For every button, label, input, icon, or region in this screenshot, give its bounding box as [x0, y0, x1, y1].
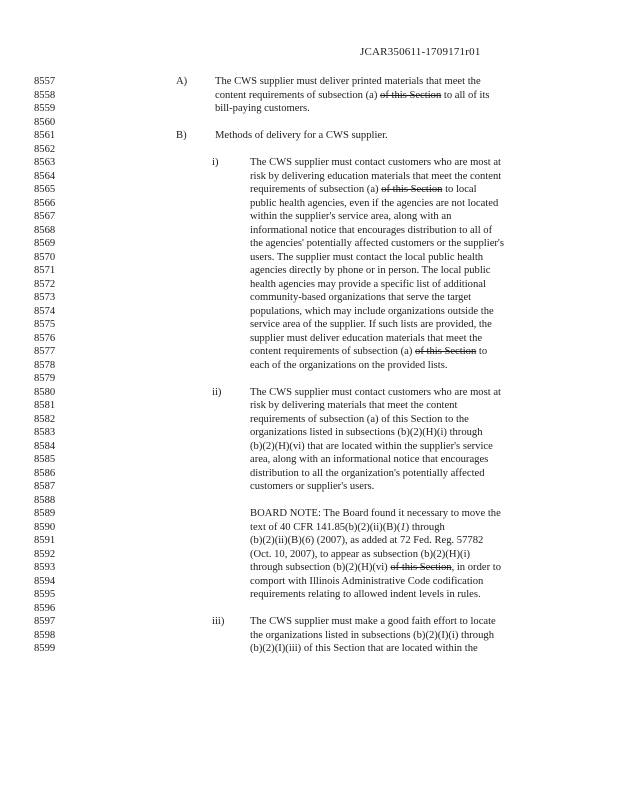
- line-number: 8584: [34, 440, 56, 452]
- line-number: 8599: [34, 643, 56, 654]
- line-number: 8562: [34, 143, 56, 155]
- line-number: 8583: [34, 427, 56, 438]
- document-line: [0, 561, 618, 575]
- text-segment: within the supplier's service area, along with an: [250, 211, 452, 222]
- item-label: ii): [212, 386, 222, 398]
- line-text: [250, 345, 487, 359]
- document-line: [0, 278, 618, 292]
- document-header-id: JCAR350611-1709171r01: [360, 46, 481, 58]
- line-text: [250, 305, 494, 319]
- document-line: [0, 575, 618, 589]
- document-line: [0, 345, 618, 359]
- text-segment: informational notice that encourages distribution to all of: [250, 224, 493, 236]
- document-line: [0, 467, 618, 481]
- line-text: [250, 386, 501, 400]
- document-line: [0, 170, 618, 184]
- text-segment: content requirements of subsection (a): [215, 89, 381, 101]
- line-text: [250, 291, 471, 305]
- text-segment: ) (2007), as added at 72 Fed. Reg. 57782: [310, 535, 484, 546]
- document-line: [0, 615, 618, 629]
- document-line: [0, 116, 618, 130]
- line-number: 8581: [34, 400, 56, 411]
- text-segment: service area of the supplier. If such lists are provided, the: [250, 319, 492, 330]
- text-segment: requirements of subsection (a) of this Section to the: [250, 413, 469, 425]
- line-text: [250, 615, 496, 629]
- document-line: [0, 197, 618, 211]
- line-text: [215, 129, 388, 143]
- line-text: [250, 426, 483, 440]
- line-number: 8576: [34, 332, 56, 344]
- text-segment: Methods of delivery for a CWS supplier.: [215, 130, 388, 141]
- document-line: [0, 318, 618, 332]
- text-segment: agencies directly by phone or in person. The local public: [250, 265, 491, 276]
- line-text: [250, 359, 448, 373]
- line-text: [250, 521, 445, 535]
- document-line: [0, 183, 618, 197]
- text-segment: distribution to all the organization's potentially affected: [250, 467, 485, 479]
- document-line: [0, 237, 618, 251]
- document-line: [0, 399, 618, 413]
- line-text: [250, 413, 469, 427]
- struck-text: of this Section: [380, 89, 442, 101]
- line-text: [215, 102, 310, 116]
- line-number: 8586: [34, 467, 56, 479]
- line-number: 8563: [34, 157, 56, 168]
- line-number: 8579: [34, 373, 56, 384]
- document-line: [0, 588, 618, 602]
- document-line: [0, 129, 618, 143]
- text-segment: the organizations listed in subsections (b)(2)(I)(i) through: [250, 629, 494, 641]
- text-segment: requirements of subsection (a): [250, 184, 382, 195]
- line-text: [250, 467, 485, 481]
- document-line: [0, 224, 618, 238]
- text-segment: BOARD NOTE: The Board found it necessary to move the: [250, 508, 501, 519]
- line-number: 8577: [34, 346, 56, 357]
- text-segment: area, along with an informational notice that encourages: [250, 454, 489, 465]
- document-line: [0, 143, 618, 157]
- line-text: [250, 251, 483, 265]
- text-segment: organizations listed in subsections (b)(2)(H)(i) through: [250, 427, 483, 438]
- line-number: 8565: [34, 184, 56, 195]
- document-line: [0, 210, 618, 224]
- text-segment: , in order to: [451, 562, 501, 573]
- text-segment: (b)(2)(H)(vi) that are located within the supplier's service: [250, 440, 493, 452]
- document-line: [0, 359, 618, 373]
- text-segment: each of the organizations on the provided lists.: [250, 359, 448, 371]
- text-segment: risk by delivering education materials that meet the content: [250, 170, 502, 182]
- document-line: [0, 629, 618, 643]
- line-number: 8568: [34, 224, 56, 236]
- item-label: A): [176, 76, 188, 87]
- line-number: 8593: [34, 562, 56, 573]
- line-number: 8574: [34, 305, 56, 317]
- line-number: 8578: [34, 359, 56, 371]
- line-number: 8559: [34, 103, 56, 114]
- document-line: [0, 534, 618, 548]
- line-number: 8558: [34, 89, 56, 101]
- line-text: [250, 332, 482, 346]
- line-number: 8598: [34, 629, 56, 641]
- text-segment: 1: [400, 521, 406, 533]
- document-line: [0, 102, 618, 116]
- document-line: [0, 507, 618, 521]
- line-number: 8588: [34, 494, 56, 506]
- line-text: [250, 561, 501, 575]
- text-segment: to all of its: [441, 89, 490, 101]
- line-number: 8566: [34, 197, 56, 209]
- line-text: [250, 642, 478, 656]
- document-line: [0, 453, 618, 467]
- line-number: 8589: [34, 508, 56, 519]
- line-number: 8597: [34, 616, 56, 627]
- text-segment: users. The supplier must contact the local public health: [250, 251, 484, 263]
- item-label: B): [176, 130, 187, 141]
- document-body: [0, 75, 618, 656]
- text-segment: bill-paying customers.: [215, 103, 310, 114]
- document-line: [0, 426, 618, 440]
- line-text: [250, 534, 483, 548]
- line-number: 8592: [34, 548, 56, 560]
- line-number: 8567: [34, 211, 56, 222]
- line-text: [215, 75, 481, 89]
- text-segment: (Oct. 10, 2007), to appear as subsection (b)(2)(H)(i): [250, 548, 471, 560]
- line-text: [250, 629, 494, 643]
- document-line: [0, 480, 618, 494]
- item-label: i): [212, 157, 219, 168]
- line-text: [250, 170, 501, 184]
- text-segment: (b)(2)(I)(iii) of this Section that are located within the: [250, 643, 478, 654]
- struck-text: of this Section: [381, 184, 443, 195]
- text-segment: the agencies' potentially affected customers or the supplier's: [250, 238, 504, 249]
- line-number: 8590: [34, 521, 56, 533]
- struck-text: of this Section: [390, 562, 452, 573]
- line-number: 8570: [34, 251, 56, 263]
- line-text: [250, 588, 481, 602]
- document-line: [0, 75, 618, 89]
- document-line: [0, 548, 618, 562]
- text-segment: The CWS supplier must deliver printed materials that meet the: [215, 76, 481, 87]
- text-segment: text of 40 CFR 141.85(b)(2)(ii)(B)(: [250, 521, 401, 533]
- text-segment: health agencies may provide a specific list of additional: [250, 278, 486, 290]
- line-number: 8564: [34, 170, 56, 182]
- text-segment: supplier must deliver education materials that meet the: [250, 332, 483, 344]
- document-line: [0, 372, 618, 386]
- text-segment: The CWS supplier must make a good faith effort to locate: [250, 616, 496, 627]
- document-line: [0, 305, 618, 319]
- line-text: [250, 197, 498, 211]
- text-segment: public health agencies, even if the agencies are not located: [250, 197, 499, 209]
- line-number: 8582: [34, 413, 56, 425]
- document-line: [0, 332, 618, 346]
- line-number: 8571: [34, 265, 56, 276]
- line-number: 8594: [34, 575, 56, 587]
- line-text: [250, 183, 477, 197]
- text-segment: community-based organizations that serve the target: [250, 292, 472, 303]
- item-label: iii): [212, 616, 225, 627]
- text-segment: populations, which may include organizations outside the: [250, 305, 494, 317]
- text-segment: (b)(2)(ii)(B)(: [250, 535, 306, 546]
- text-segment: 6: [305, 535, 311, 546]
- line-text: [250, 440, 493, 454]
- line-text: [250, 224, 492, 238]
- line-text: [250, 156, 501, 170]
- document-line: [0, 264, 618, 278]
- line-number: 8573: [34, 292, 56, 303]
- text-segment: to: [476, 346, 488, 357]
- line-number: 8560: [34, 116, 56, 128]
- document-line: [0, 440, 618, 454]
- text-segment: customers or supplier's users.: [250, 481, 375, 492]
- document-line: [0, 89, 618, 103]
- line-text: [250, 278, 486, 292]
- document-line: [0, 642, 618, 656]
- line-number: 8575: [34, 319, 56, 330]
- text-segment: comport with Illinois Administrative Code codification: [250, 575, 484, 587]
- line-text: [250, 264, 490, 278]
- line-number: 8595: [34, 589, 56, 600]
- document-line: [0, 386, 618, 400]
- line-text: [250, 507, 501, 521]
- line-number: 8572: [34, 278, 56, 290]
- line-text: [250, 548, 470, 562]
- text-segment: to local: [442, 184, 477, 195]
- line-text: [250, 480, 374, 494]
- text-segment: risk by delivering materials that meet the content: [250, 400, 458, 411]
- document-line: [0, 602, 618, 616]
- document-line: [0, 156, 618, 170]
- document-line: [0, 291, 618, 305]
- line-number: 8596: [34, 602, 56, 614]
- document-line: [0, 251, 618, 265]
- text-segment: content requirements of subsection (a): [250, 346, 416, 357]
- line-text: [250, 453, 488, 467]
- document-line: [0, 494, 618, 508]
- line-number: 8580: [34, 386, 56, 398]
- line-number: 8587: [34, 481, 56, 492]
- text-segment: The CWS supplier must contact customers who are most at: [250, 386, 501, 398]
- text-segment: ) through: [405, 521, 445, 533]
- line-number: 8591: [34, 535, 56, 546]
- document-line: [0, 521, 618, 535]
- line-text: [250, 575, 483, 589]
- line-text: [250, 399, 457, 413]
- line-number: 8569: [34, 238, 56, 249]
- line-number: 8557: [34, 76, 56, 87]
- line-number: 8561: [34, 130, 56, 141]
- struck-text: of this Section: [415, 346, 477, 357]
- line-text: [250, 318, 492, 332]
- document-line: [0, 413, 618, 427]
- text-segment: The CWS supplier must contact customers who are most at: [250, 157, 501, 168]
- text-segment: through subsection (b)(2)(H)(vi): [250, 562, 391, 573]
- line-number: 8585: [34, 454, 56, 465]
- line-text: [215, 89, 490, 103]
- line-text: [250, 237, 504, 251]
- text-segment: requirements relating to allowed indent levels in rules.: [250, 589, 481, 600]
- line-text: [250, 210, 451, 224]
